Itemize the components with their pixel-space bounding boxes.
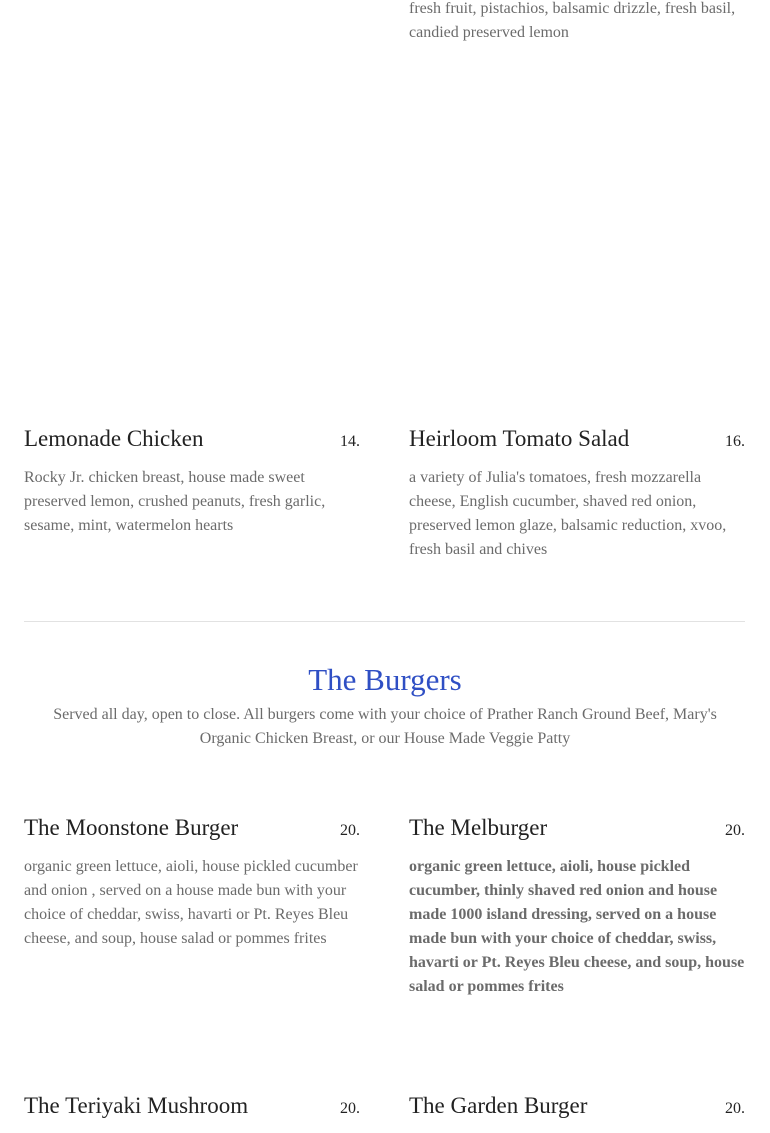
item-title: The Moonstone Burger	[24, 815, 239, 840]
item-title: Lemonade Chicken	[24, 426, 204, 451]
item-title: The Melburger	[409, 815, 548, 840]
item-price: 20.	[340, 822, 360, 839]
item-header	[24, 1091, 360, 1121]
section-subtitle: Served all day, open to close. All burgers come with your choice of Prather Ranch Ground Beef, Mary's Organic Chicken Breast, or our House Made Veggie Patty	[53, 706, 717, 747]
menu-item-description-fragment	[409, 0, 749, 45]
item-header	[24, 813, 360, 843]
item-price: 20.	[725, 822, 745, 839]
menu-item-teriyaki-mushroom	[24, 1091, 360, 1133]
menu-item-heirloom-tomato-salad	[409, 424, 745, 562]
item-header	[409, 1091, 745, 1121]
item-price: 20.	[340, 1100, 360, 1117]
item-description: fresh fruit, pistachios, balsamic drizzle, fresh basil, candied preserved lemon	[409, 0, 736, 41]
item-description: organic green lettuce, aioli, house pickled cucumber and onion , served on a house made bun with your choice of cheddar, swiss, havarti or Pt. Reyes Bleu cheese, and soup, house salad or pommes frites	[24, 858, 358, 947]
section-title: The Burgers	[308, 662, 462, 697]
section-divider	[24, 621, 745, 622]
item-header	[409, 424, 745, 454]
item-header	[24, 424, 360, 454]
menu-item-garden-burger	[409, 1091, 745, 1133]
item-price: 20.	[725, 1100, 745, 1117]
item-header	[409, 813, 745, 843]
item-title: The Garden Burger	[409, 1093, 588, 1118]
menu-item-moonstone-burger	[24, 813, 360, 951]
item-title: The Teriyaki Mushroom	[24, 1093, 249, 1118]
item-description: a variety of Julia's tomatoes, fresh mozzarella cheese, English cucumber, shaved red onion, preserved lemon glaze, balsamic reduction, xvoo, fresh basil and chives	[409, 469, 727, 558]
item-description: Rocky Jr. chicken breast, house made sweet preserved lemon, crushed peanuts, fresh garlic, sesame, mint, watermelon hearts	[24, 469, 326, 534]
menu-item-lemonade-chicken	[24, 424, 360, 538]
item-title: Heirloom Tomato Salad	[409, 426, 630, 451]
item-description: organic green lettuce, aioli, house pickled cucumber, thinly shaved red onion and house made 1000 island dressing, served on a house made bun with your choice of cheddar, swiss, havarti or Pt. Reyes Bleu cheese, and soup, house salad or pommes frites	[409, 858, 745, 995]
item-price: 14.	[340, 433, 360, 450]
menu-item-melburger	[409, 813, 745, 999]
item-price: 16.	[725, 433, 745, 450]
